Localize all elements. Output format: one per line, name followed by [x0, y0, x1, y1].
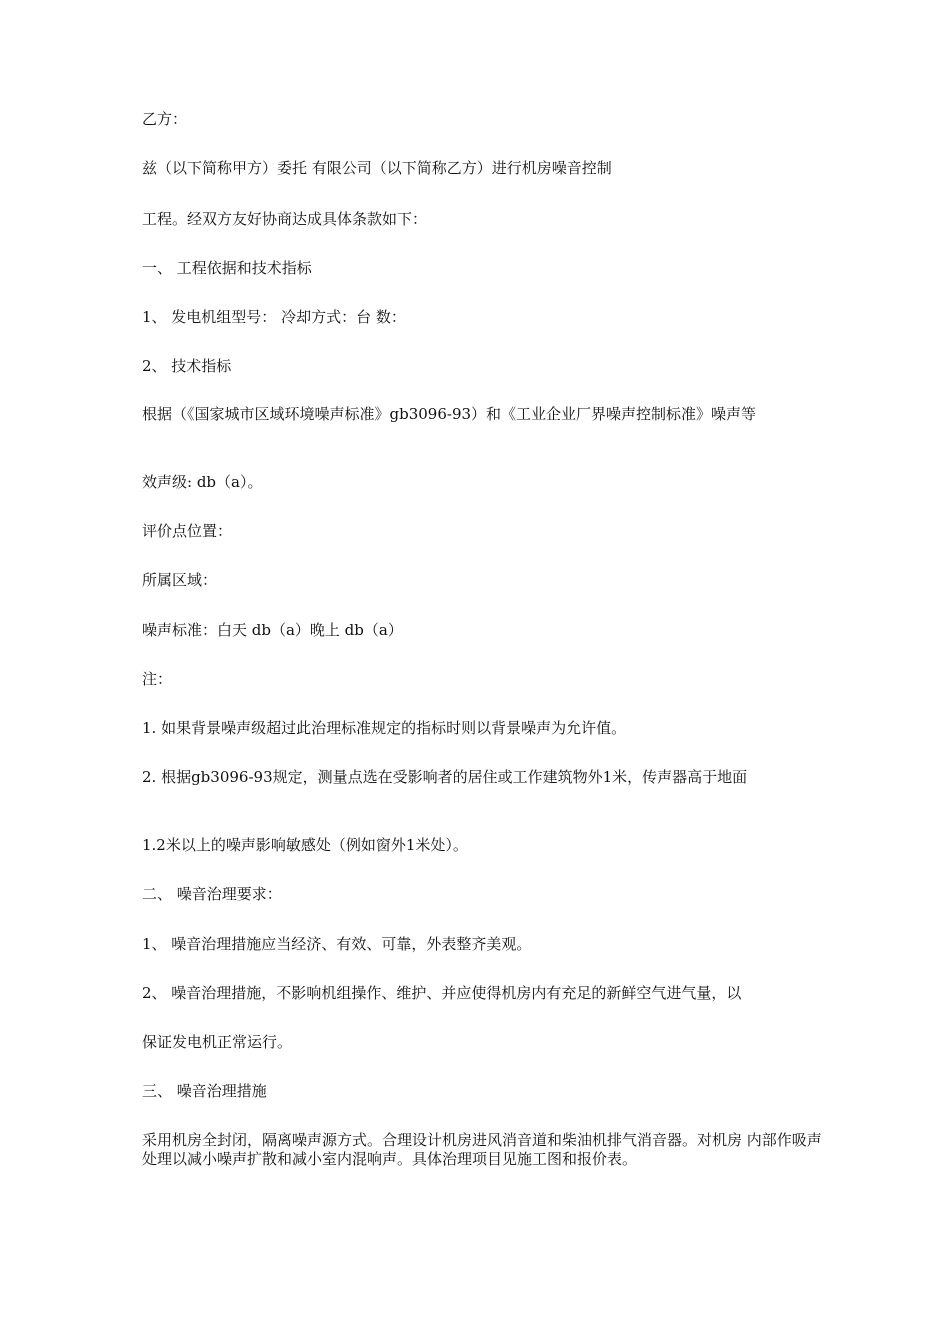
agreement-intro-paragraph: 工程。经双方友好协商达成具体条款如下：: [142, 210, 428, 228]
technical-indicators-heading: 2、 技术指标: [142, 357, 232, 375]
requirement-1-paragraph: 1、 噪音治理措施应当经济、有效、可靠，外表整齐美观。: [142, 935, 532, 953]
requirement-2-paragraph: 2、 噪音治理措施，不影响机组操作、维护、并应使得机房内有充足的新鲜空气进气量，以: [142, 984, 742, 1002]
section-1-heading: 一、 工程依据和技术指标: [142, 259, 312, 277]
section-2-heading: 二、 噪音治理要求：: [142, 885, 282, 903]
measures-paragraph: 采用机房全封闭，隔离噪声源方式。合理设计机房进风消音道和柴油机排气消音器。对机房 内部作吸声处理以减小噪声扩散和减小室内混响声。具体治理项目见施工图和报价表。: [142, 1131, 822, 1168]
note-2-continuation: 1.2米以上的噪声影响敏感处（例如窗外1米处）。: [142, 836, 468, 854]
note-2-paragraph: 2. 根据gb3096-93规定，测量点选在受影响者的居住或工作建筑物外1米，传声器高于地面: [142, 768, 748, 786]
notes-heading: 注：: [142, 670, 173, 688]
commission-paragraph: 兹（以下简称甲方）委托 有限公司（以下简称乙方）进行机房噪音控制: [142, 159, 612, 177]
region-line: 所属区域：: [142, 571, 218, 589]
sound-level-line: 效声级: db（a）。: [142, 473, 263, 491]
section-3-heading: 三、 噪音治理措施: [142, 1082, 267, 1100]
generator-model-line: 1、 发电机组型号： 冷却方式：台 数：: [142, 308, 406, 326]
evaluation-point-line: 评价点位置：: [142, 522, 233, 540]
noise-standard-line: 噪声标准：白天 db（a）晚上 db（a）: [142, 621, 403, 639]
standards-basis-paragraph: 根据（《国家城市区域环境噪声标准》gb3096-93）和《工业企业厂界噪声控制标准》噪声等: [142, 405, 757, 423]
requirement-2-continuation: 保证发电机正常运行。: [142, 1033, 293, 1051]
note-1-paragraph: 1. 如果背景噪声级超过此治理标准规定的指标时则以背景噪声为允许值。: [142, 719, 627, 737]
party-b-line: 乙方：: [142, 110, 188, 128]
